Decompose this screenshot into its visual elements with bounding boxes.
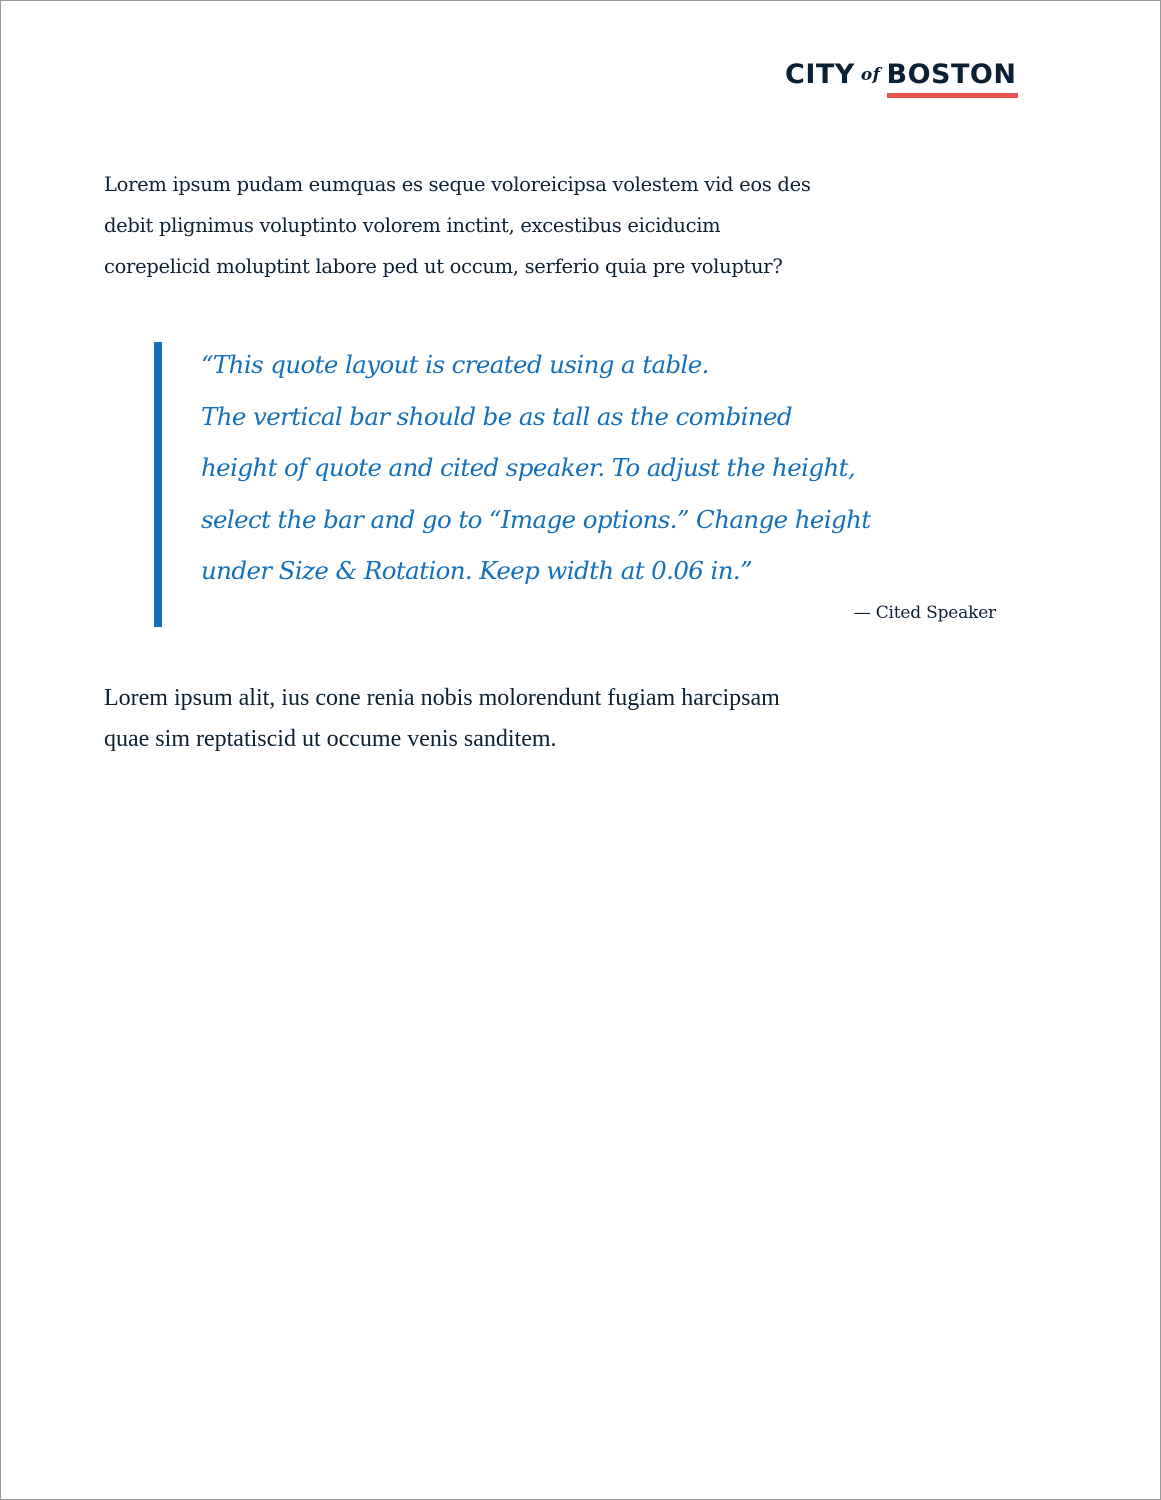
logo-of-text: of (860, 65, 881, 85)
quote-line: under Size & Rotation. Keep width at 0.06 in.” (201, 556, 753, 585)
logo-underline (887, 93, 1019, 98)
closing-paragraph (104, 678, 1004, 760)
intro-paragraph (104, 164, 1004, 287)
closing-line: quae sim reptatiscid ut occume venis sanditem. (104, 726, 557, 752)
city-of-boston-logo (785, 57, 1016, 96)
quote-citation: — Cited Speaker (853, 603, 996, 623)
quote-vertical-bar (154, 342, 162, 627)
logo-city-text: CITY (785, 59, 855, 90)
quote-line: “This quote layout is created using a table. (201, 350, 709, 379)
quote-line: The vertical bar should be as tall as the combined (201, 401, 792, 431)
intro-line: corepelicid moluptint labore ped ut occum, serferio quia pre voluptur? (104, 255, 783, 278)
logo-boston-text: BOSTON (886, 59, 1017, 90)
closing-line: Lorem ipsum alit, ius cone renia nobis molorendunt fugiam harcipsam (104, 685, 780, 711)
intro-line: Lorem ipsum pudam eumquas es seque voloreicipsa volestem vid eos des (104, 173, 811, 196)
pull-quote (201, 339, 1021, 597)
quote-line: height of quote and cited speaker. To adjust the height, (201, 453, 856, 482)
logo-boston-wrap (887, 57, 1017, 93)
quote-line: select the bar and go to “Image options.” Change height (201, 504, 871, 534)
intro-line: debit plignimus voluptinto volorem inctint, excestibus eiciducim (104, 214, 721, 237)
